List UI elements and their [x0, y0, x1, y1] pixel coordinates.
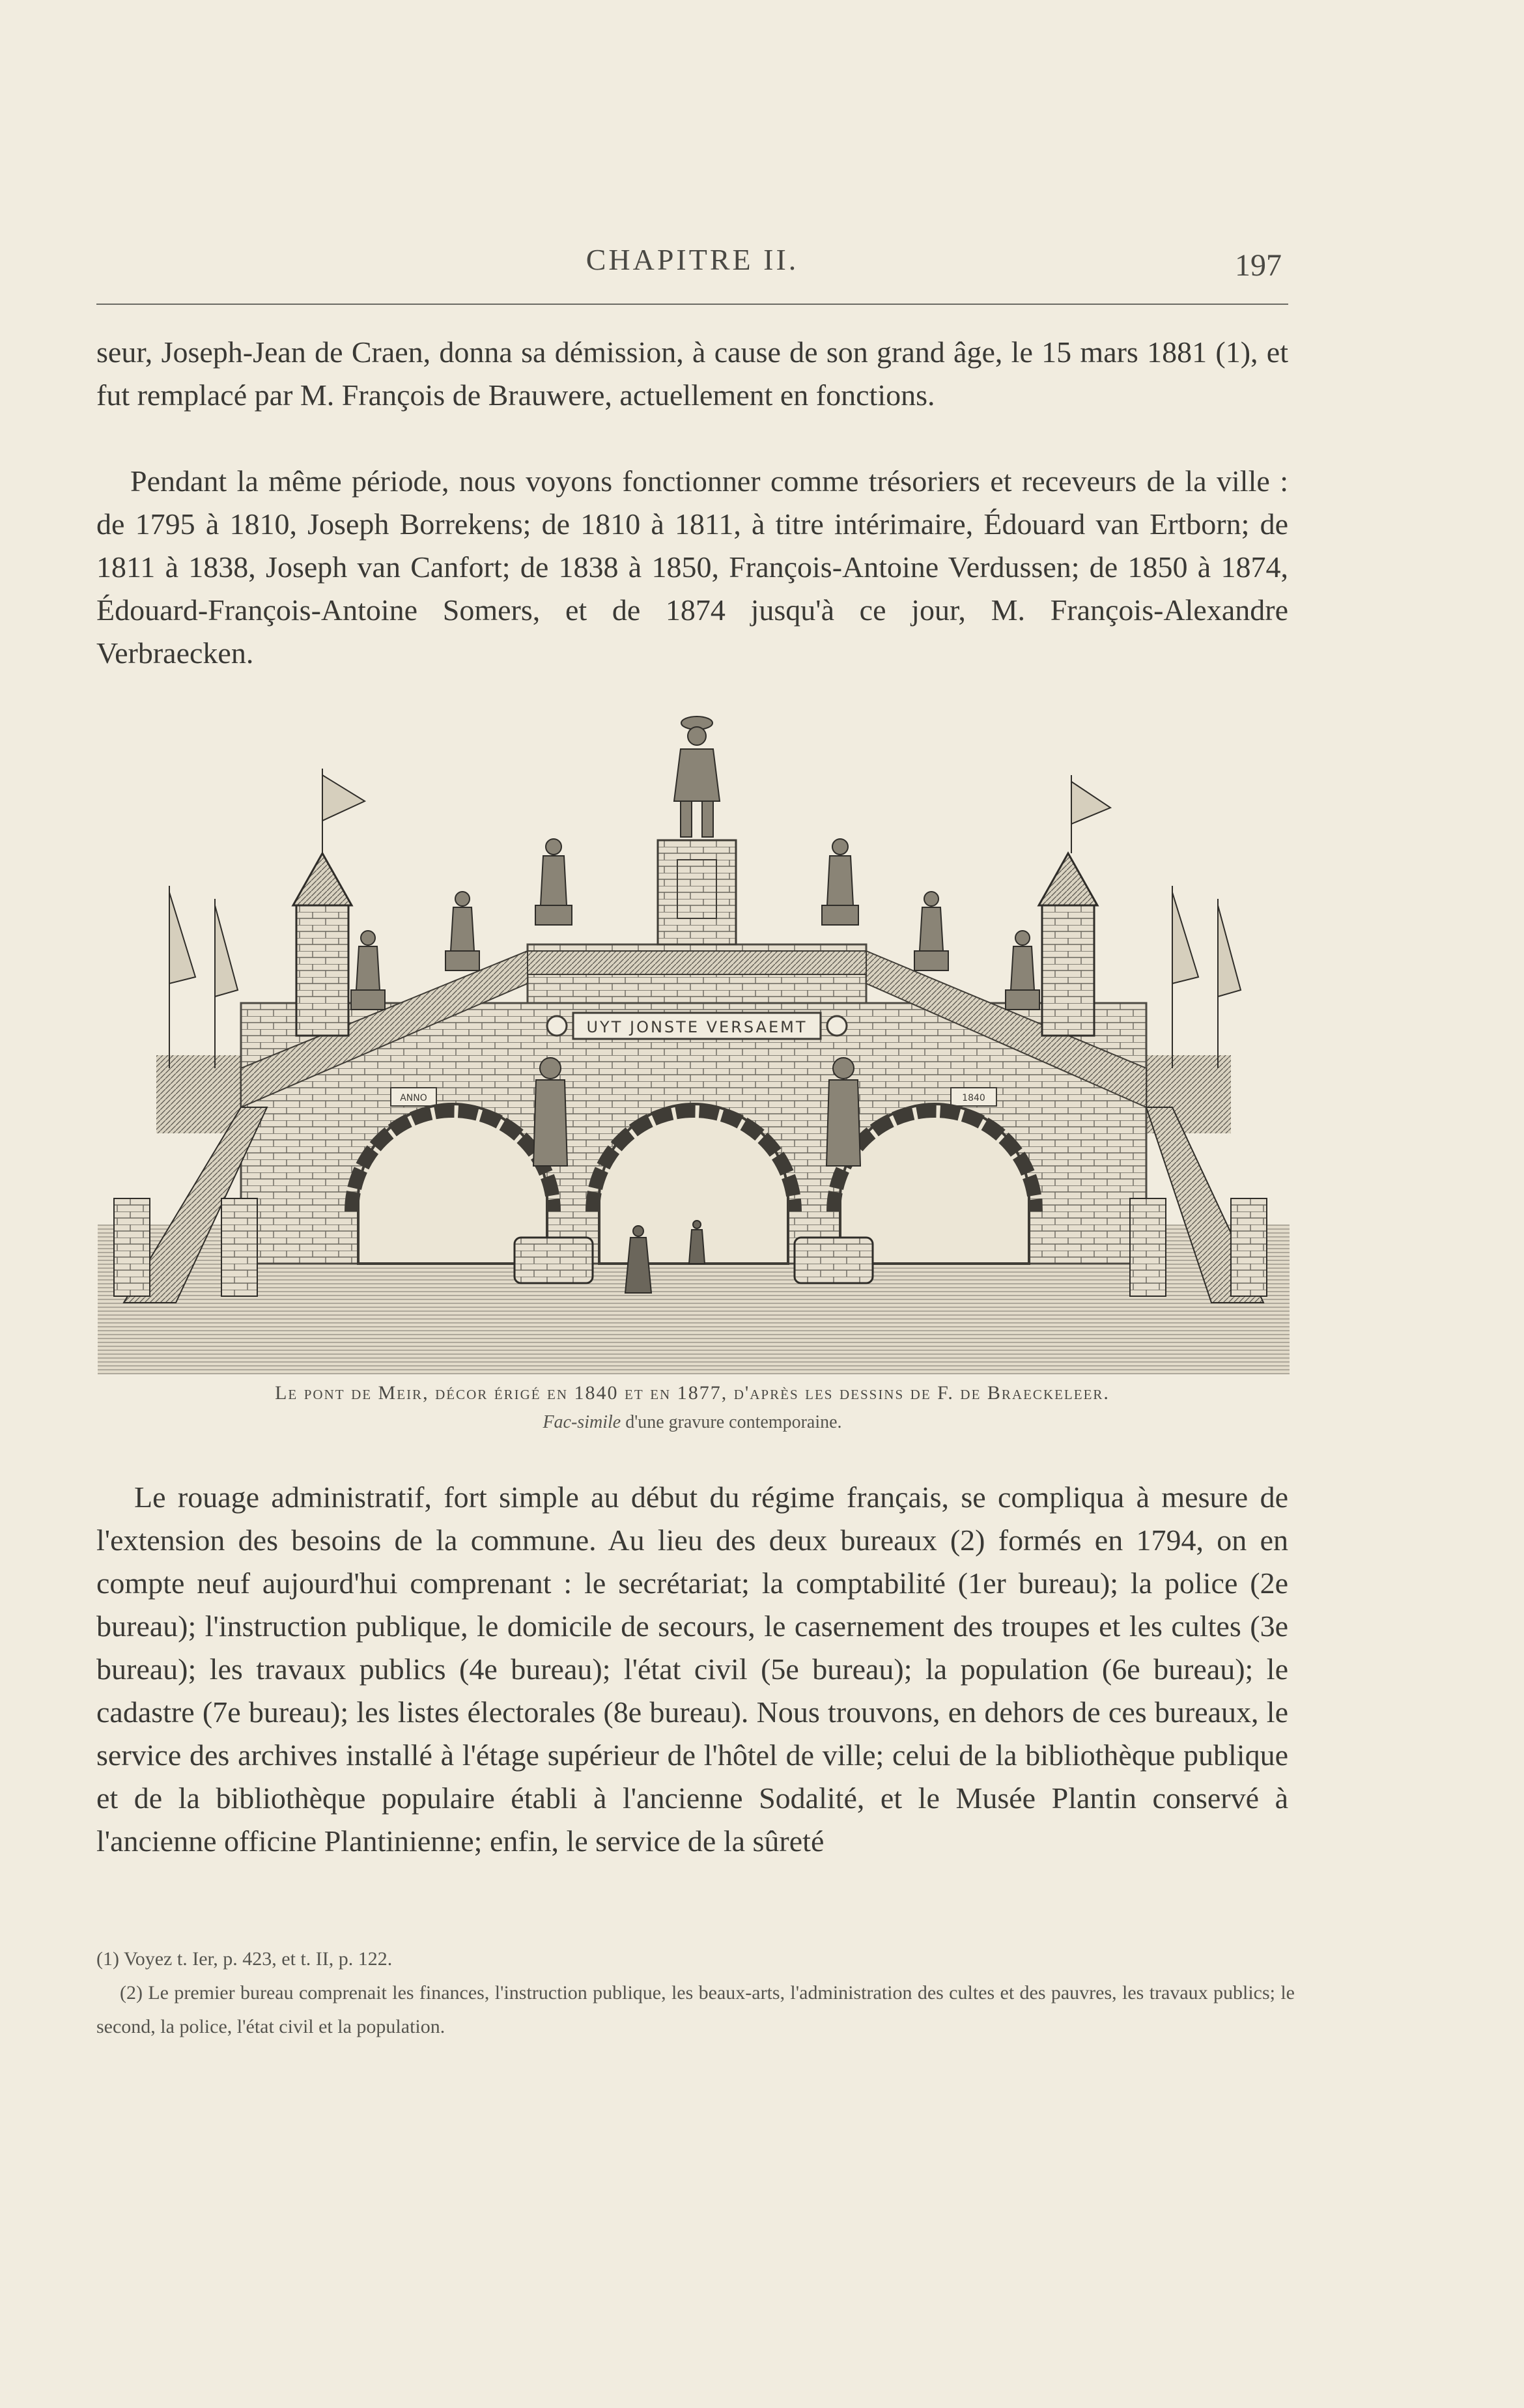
- header-rule: [96, 304, 1288, 305]
- subcaption-rest: d'une gravure contemporaine.: [621, 1412, 842, 1432]
- central-statue: [674, 716, 720, 837]
- left-plaque-text: ANNO: [400, 1093, 427, 1103]
- footnote-1: (1) Voyez t. Ier, p. 423, et t. II, p. 122.: [96, 1948, 393, 1970]
- engraving-pont-de-meir: [98, 703, 1290, 1374]
- banner-text: UYT JONSTE VERSAEMT: [586, 1018, 808, 1036]
- pedestal: [658, 840, 736, 944]
- page-number: 197: [1235, 248, 1282, 283]
- balustrade-top: [528, 951, 866, 974]
- paragraph-1: seur, Joseph-Jean de Craen, donna sa démission, à cause de son grand âge, le 15 mars 1881 (1), et fut remplacé par M. François de Brauwere, actuellement en fonctions.: [96, 335, 1288, 412]
- right-plaque-text: 1840: [962, 1093, 985, 1103]
- paragraph-3: Le rouage administratif, fort simple au début du régime français, se compliqua à mesure de l'extension des besoins de la commune. Au lieu des deux bureaux (2) formés en 1794, on en compte neuf aujourd'hui comprenant : le secrétariat; la comptabilité (1er bureau); la police (2e bureau); l'instruction publique, le domicile de secours, le casernement des troupes et les cultes (3e bureau); les travaux publics (4e bureau); l'état civil (5e bureau); la population (6e bureau); le cadastre (7e bureau); les listes électorales (8e bureau). Nous trouvons, en dehors de ces bureaux, le service des archives installé à l'étage supérieur de l'hôtel de ville; celui de la bibliothèque publique et de la bibliothèque populaire établi à l'ancienne Sodalité, et le Musée Plantin conservé à l'ancienne officine Plantinienne; enfin, le service de la sûreté: [96, 1480, 1288, 1858]
- footnote-2: (2) Le premier bureau comprenait les finances, l'instruction publique, les beaux-arts, l'administration des cultes et des pauvres, les travaux publics; le second, la police, l'état civil et la population.: [96, 1982, 1295, 2037]
- figure-subcaption: [96, 1412, 1288, 1433]
- figure-caption: Le pont de Meir, décor érigé en 1840 et en 1877, d'après les dessins de F. de Braeckeleer.: [275, 1382, 1110, 1404]
- chapter-title: CHAPITRE II.: [586, 243, 799, 276]
- bridge-illustration: [98, 703, 1290, 1374]
- paragraph-2: Pendant la même période, nous voyons fonctionner comme trésoriers et receveurs de la ville : de 1795 à 1810, Joseph Borrekens; de 1810 à 1811, à titre intérimaire, Édouard van Ertborn; de 1811 à 1838, Joseph van Canfort; de 1838 à 1850, François-Antoine Verdussen; de 1850 à 1874, Édouard-François-Antoine Somers, et de 1874 jusqu'à ce jour, M. François-Alexandre Verbraecken.: [96, 464, 1288, 670]
- fac-simile-italic: Fac-simile: [543, 1412, 621, 1432]
- page-header: [96, 242, 1288, 307]
